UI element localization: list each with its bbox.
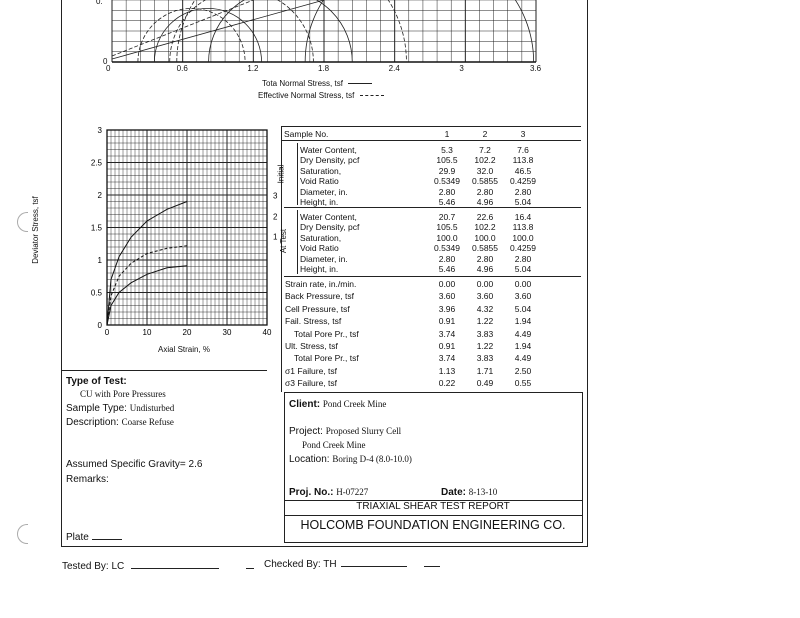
plate-text: Plate [66, 532, 89, 543]
legend-effective-stress [258, 91, 384, 101]
plate-blank [92, 539, 122, 540]
table-row [281, 155, 581, 165]
row-value: 5.46 [438, 197, 456, 207]
ss-x-tick: 20 [182, 328, 192, 337]
project-label: Project: [289, 426, 323, 437]
row-label: Void Ratio [300, 243, 339, 254]
tested-by-line-2 [246, 568, 254, 569]
tested-by-line [131, 568, 219, 569]
row-label: Strain rate, in./min. [285, 279, 357, 289]
test-data-table [276, 126, 581, 392]
row-value: 0.55 [514, 378, 532, 389]
mohr-circle-effective [138, 8, 245, 62]
row-value: 2.80 [514, 253, 532, 264]
row-value: 0.5349 [434, 176, 460, 187]
table-row [281, 222, 581, 232]
ss-y-tick: 0.5 [90, 288, 102, 298]
table-row [281, 145, 581, 155]
row-value: 16.4 [514, 212, 532, 222]
proj-no [289, 487, 368, 498]
client [289, 399, 386, 410]
row-value: 1.22 [476, 341, 494, 351]
mohr-circle-plot [100, 0, 550, 70]
table-row [281, 304, 581, 314]
row-value: 29.9 [438, 165, 456, 176]
checked-by-line-2 [424, 566, 440, 567]
row-value: 113.8 [512, 155, 534, 166]
company-name: HOLCOMB FOUNDATION ENGINEERING CO. [300, 518, 566, 532]
row-value: 22.6 [476, 212, 494, 222]
ss-curve-label: 3 [273, 191, 278, 201]
row-value: 3.74 [438, 328, 456, 339]
row-value: 0.5855 [472, 243, 498, 254]
report-title: TRIAXIAL SHEAR TEST REPORT [356, 501, 510, 512]
mohr-x-tick: 3.6 [530, 64, 542, 73]
row-value: 0.00 [476, 279, 494, 289]
row-value: 3.60 [514, 291, 532, 302]
legend-total-line [348, 83, 372, 84]
mohr-y-tick-top: 0. [96, 0, 103, 6]
row-value: 4.96 [476, 264, 494, 274]
table-row [281, 353, 581, 363]
row-value: 2.80 [476, 186, 494, 197]
row-value: 100.0 [474, 232, 496, 243]
row-value: 0.00 [514, 279, 532, 289]
row-value: 3.74 [438, 353, 456, 364]
row-label: Dry Density, pcf [300, 155, 360, 166]
client-label: Client: [289, 399, 321, 410]
row-value: 0.22 [438, 378, 456, 389]
row-label: Saturation, [300, 165, 342, 176]
row-value: 3.83 [476, 328, 494, 339]
table-row [281, 279, 581, 289]
remarks-label: Remarks: [66, 474, 109, 485]
sample-id: 2 [482, 129, 488, 139]
row-label: σ1 Failure, tsf [285, 365, 338, 376]
project-value: Proposed Slurry Cell [325, 426, 402, 436]
ss-y-tick: 1.5 [90, 223, 102, 233]
legend-total-stress [262, 79, 372, 89]
mohr-x-tick: 0 [106, 64, 111, 73]
row-value: 0.00 [438, 279, 456, 289]
location-value: Boring D-4 (8.0-10.0) [332, 454, 412, 464]
mohr-x-tick: 1.8 [318, 64, 330, 73]
ss-y-tick: 0 [97, 321, 102, 330]
row-value: 5.04 [514, 197, 532, 207]
mohr-envelope-total [112, 0, 324, 59]
location-label: Location: [289, 454, 330, 465]
mohr-x-tick: 1.2 [247, 64, 259, 73]
row-value: 32.0 [476, 165, 494, 176]
row-value: 0.5349 [434, 243, 460, 254]
row-value: 3.60 [476, 291, 494, 302]
table-row [281, 341, 581, 351]
type-of-test-value: CU with Pore Pressures [80, 389, 166, 399]
row-label: Ult. Stress, tsf [285, 341, 338, 351]
row-label: Back Pressure, tsf [285, 291, 354, 302]
row-value: 100.0 [436, 232, 458, 243]
ss-curve-label: 1 [273, 232, 278, 242]
row-value: 0.4259 [510, 176, 536, 187]
row-value: 2.80 [476, 253, 494, 264]
row-value: 0.91 [438, 316, 456, 327]
row-value: 5.3 [441, 145, 453, 155]
row-value: 7.2 [479, 145, 491, 155]
description-value: Coarse Refuse [121, 417, 174, 427]
table-row [281, 197, 581, 207]
at-test-label: At Test [279, 228, 289, 254]
date-label: Date: [441, 487, 467, 498]
row-value: 100.0 [512, 232, 534, 243]
row-value: 2.80 [438, 186, 456, 197]
sample-no-row [281, 129, 581, 139]
ss-y-tick: 2 [97, 191, 102, 200]
row-value: 7.6 [517, 145, 529, 155]
row-label: Diameter, in. [300, 186, 348, 197]
sample-type-label: Sample Type: [66, 403, 127, 414]
description [66, 417, 174, 428]
row-value: 5.04 [514, 303, 532, 314]
mohr-x-tick: 3 [459, 64, 464, 73]
stress-strain-chart [60, 125, 285, 360]
tested-by [62, 562, 254, 572]
legend-total-label: Tota Normal Stress, tsf [262, 79, 343, 88]
row-label: Diameter, in. [300, 253, 348, 264]
checked-by-label: Checked By: TH [264, 559, 337, 570]
client-value: Pond Creek Mine [322, 399, 387, 409]
row-value: 0.49 [476, 378, 494, 389]
row-value: 0.4259 [510, 243, 536, 254]
initial-label: Initial [276, 164, 286, 184]
row-label: Water Content, [300, 145, 357, 155]
ss-y-tick: 2.5 [90, 158, 102, 168]
row-label: Total Pore Pr., tsf [294, 328, 359, 339]
checked-by [264, 560, 440, 570]
ss-x-tick: 40 [262, 328, 272, 337]
row-value: 0.91 [438, 341, 456, 351]
row-value: 1.22 [476, 316, 494, 327]
plate-label [66, 532, 122, 543]
proj-no-value: H-07227 [336, 487, 369, 497]
table-row [281, 176, 581, 186]
project-value-2: Pond Creek Mine [302, 440, 366, 450]
row-value: 1.94 [514, 341, 532, 351]
punch-hole-top [17, 212, 28, 232]
ss-x-tick: 10 [142, 328, 152, 337]
row-value: 4.49 [514, 353, 532, 364]
table-row [281, 378, 581, 388]
row-value: 4.49 [514, 328, 532, 339]
table-row [281, 166, 581, 176]
row-value: 3.83 [476, 353, 494, 364]
mohr-x-tick: 2.4 [388, 64, 400, 73]
table-row [281, 243, 581, 253]
table-row [281, 233, 581, 243]
row-value: 1.13 [438, 365, 456, 376]
tested-by-label: Tested By: LC [62, 561, 125, 572]
project [289, 426, 401, 437]
row-value: 46.5 [514, 165, 532, 176]
row-value: 3.96 [438, 303, 456, 314]
row-label: Height, in. [300, 197, 339, 207]
row-value: 102.2 [474, 222, 496, 233]
row-value: 4.96 [476, 197, 494, 207]
row-label: Water Content, [300, 212, 357, 222]
specific-gravity: Assumed Specific Gravity= 2.6 [66, 459, 203, 470]
row-value: 1.94 [514, 316, 532, 327]
row-value: 113.8 [512, 222, 534, 233]
date-value: 8-13-10 [468, 487, 498, 497]
row-value: 3.60 [438, 291, 456, 302]
punch-hole-bottom [17, 524, 28, 544]
location [289, 454, 412, 465]
row-label: Saturation, [300, 232, 342, 243]
row-value: 20.7 [438, 212, 456, 222]
row-value: 5.46 [438, 264, 456, 274]
table-row [281, 254, 581, 264]
row-value: 4.32 [476, 303, 494, 314]
ss-x-tick: 0 [104, 328, 110, 337]
row-value: 105.5 [436, 222, 458, 233]
row-value: 0.5855 [472, 176, 498, 187]
table-row [281, 291, 581, 301]
row-value: 2.80 [438, 253, 456, 264]
checked-by-line [341, 566, 407, 567]
proj-no-label: Proj. No.: [289, 487, 334, 498]
table-row [281, 187, 581, 197]
row-label: Dry Density, pcf [300, 222, 360, 233]
legend-effective-label: Effective Normal Stress, tsf [258, 91, 355, 100]
description-label: Description: [66, 417, 119, 428]
table-row [281, 264, 581, 274]
row-value: 2.50 [514, 365, 532, 376]
table-row [281, 366, 581, 376]
ss-y-tick: 3 [97, 126, 102, 135]
mohr-x-tick: 0.6 [176, 64, 188, 73]
row-label: Height, in. [300, 264, 339, 274]
sample-id: 1 [444, 129, 450, 139]
ss-curve-label: 2 [273, 212, 278, 222]
row-value: 1.71 [476, 365, 494, 376]
table-row [281, 329, 581, 339]
table-row [281, 316, 581, 326]
ss-x-tick: 30 [222, 328, 232, 337]
row-label: Cell Pressure, tsf [285, 303, 350, 314]
sample-no-label: Sample No. [284, 129, 329, 139]
row-value: 105.5 [436, 155, 458, 166]
date [441, 487, 497, 498]
row-value: 2.80 [514, 186, 532, 197]
row-value: 102.2 [474, 155, 496, 166]
row-value: 5.04 [514, 264, 532, 274]
ss-y-tick: 1 [97, 256, 102, 265]
row-label: Void Ratio [300, 176, 339, 187]
table-row [281, 212, 581, 222]
legend-effective-line [360, 95, 384, 96]
sample-type [66, 403, 174, 414]
mohr-y-tick-bottom: 0 [103, 57, 108, 66]
x-axis-label: Axial Strain, % [158, 345, 211, 354]
sample-id: 3 [520, 129, 526, 139]
type-of-test-label: Type of Test: [66, 376, 127, 387]
row-label: Fail. Stress, tsf [285, 316, 342, 327]
y-axis-label: Deviator Stress, tsf [31, 196, 40, 264]
row-label: Total Pore Pr., tsf [294, 353, 359, 364]
sample-type-value: Undisturbed [129, 403, 175, 413]
row-label: σ3 Failure, tsf [285, 378, 338, 389]
